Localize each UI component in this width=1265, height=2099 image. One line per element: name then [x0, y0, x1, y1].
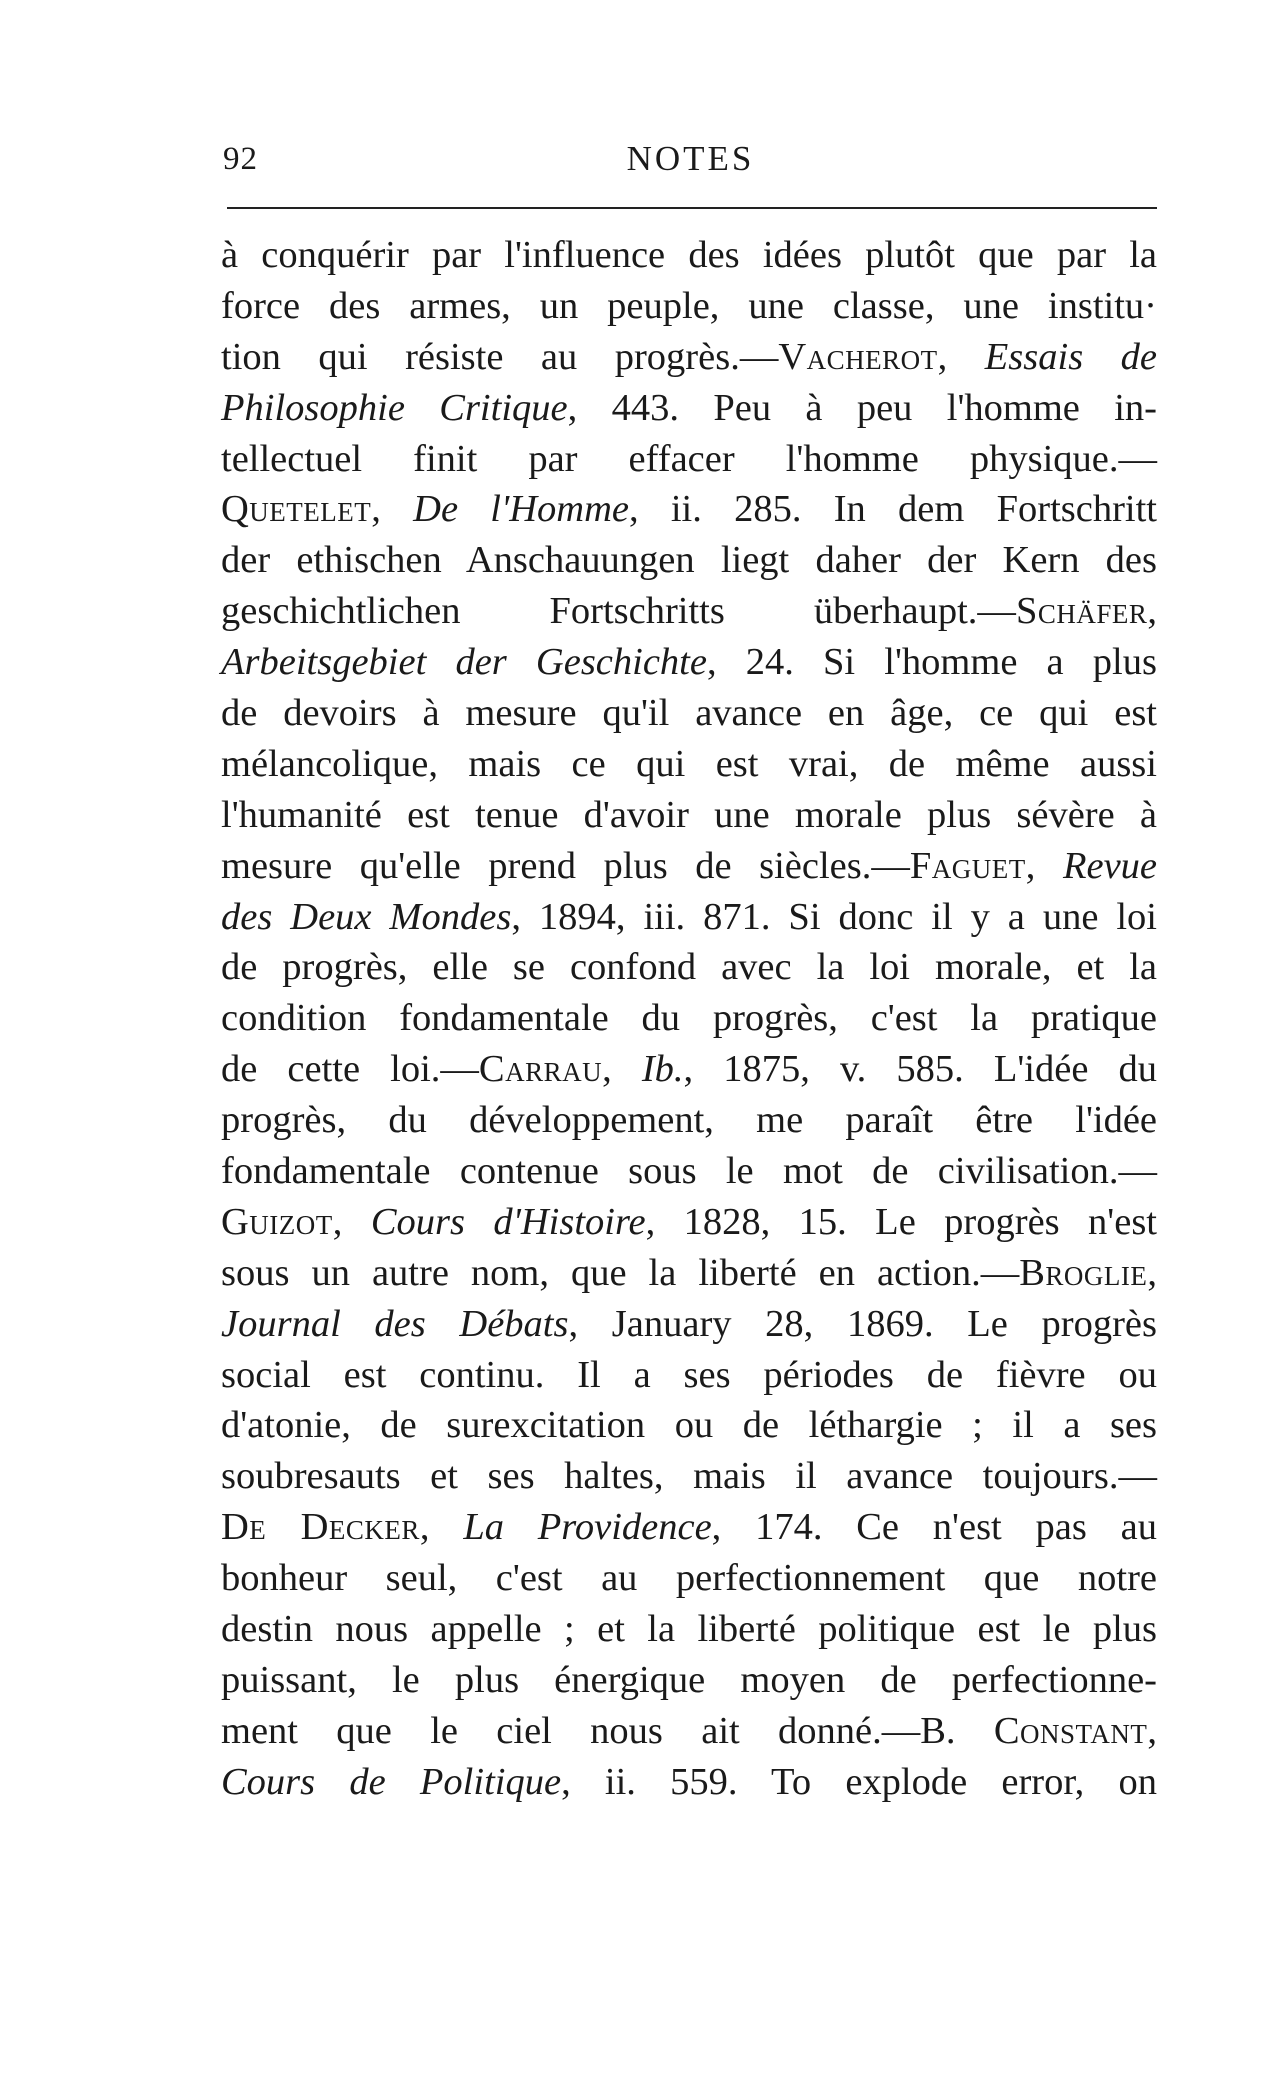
text-run: , ii. 285. In dem Fortschritt [628, 488, 1157, 531]
text-line [221, 1197, 1157, 1248]
author-name: Schäfer [1015, 590, 1148, 633]
text-run: , [1147, 1251, 1157, 1294]
text-line [221, 942, 1157, 993]
text-run: de devoirs à mesure qu'il avance en âge, ce qui est [221, 692, 1157, 735]
text-run: soubresauts et ses haltes, mais il avance toujours.— [221, 1455, 1157, 1498]
text-run: mélancolique, mais ce qui est vrai, de même aussi [221, 742, 1157, 785]
text-line [221, 434, 1157, 485]
text-line [221, 586, 1157, 637]
text-run: ment que le ciel nous ait donné.—B. [221, 1709, 994, 1752]
text-run: social est continu. Il a ses périodes de fièvre ou [221, 1353, 1157, 1396]
italic-title: Arbeitsgebiet der Geschichte [221, 641, 707, 684]
author-name: Quetelet [221, 488, 372, 531]
text-line [221, 1146, 1157, 1197]
author-name: Faguet [909, 844, 1026, 887]
text-line [221, 892, 1157, 943]
author-name: Carrau [478, 1048, 603, 1091]
text-run: destin nous appelle ; et la liberté politique est le plus [221, 1608, 1157, 1651]
italic-title: Journal des Débats [221, 1302, 569, 1345]
text-line [221, 1706, 1157, 1757]
author-name: Guizot [221, 1200, 333, 1243]
text-run: , 24. Si l'homme a plus [706, 641, 1157, 684]
text-run: l'humanité est tenue d'avoir une morale plus sévère à [221, 793, 1157, 836]
page-number: 92 [223, 141, 258, 177]
text-run: bonheur seul, c'est au perfectionnement que notre [221, 1557, 1157, 1600]
author-name: Broglie [1019, 1251, 1148, 1294]
text-run: geschichtlichen Fortschritts überhaupt.— [221, 590, 1016, 633]
text-line [221, 790, 1157, 841]
text-run: puissant, le plus énergique moyen de perfectionne- [221, 1658, 1157, 1701]
notes-body-text [221, 230, 1157, 1808]
author-name: Vacherot [778, 335, 938, 378]
text-run: , [332, 1200, 371, 1243]
text-line [221, 1502, 1157, 1553]
text-run: , [371, 488, 414, 531]
italic-title: des Deux Mondes [221, 895, 512, 938]
italic-title: Ib. [641, 1048, 684, 1091]
italic-title: Essais de [984, 335, 1158, 378]
text-line [221, 1095, 1157, 1146]
text-run: progrès, du développement, me paraît être l'idée [221, 1099, 1157, 1142]
italic-title: Cours d'Histoire [370, 1200, 646, 1243]
text-line [221, 1451, 1157, 1502]
text-line [221, 1757, 1157, 1808]
text-line [221, 281, 1157, 332]
text-run: de progrès, elle se confond avec la loi morale, et la [221, 946, 1157, 989]
text-line [221, 383, 1157, 434]
text-run: , [1147, 1709, 1157, 1752]
text-line [221, 535, 1157, 586]
text-line [221, 739, 1157, 790]
text-run: de cette loi.— [221, 1048, 479, 1091]
running-head [223, 134, 1158, 184]
text-line [221, 637, 1157, 688]
text-run: , 1828, 15. Le progrès n'est [645, 1200, 1157, 1243]
text-run: force des armes, un peuple, une classe, une institu· [221, 284, 1157, 327]
text-run: , 174. Ce n'est pas au [711, 1506, 1157, 1549]
text-line [221, 484, 1157, 535]
text-line [221, 1604, 1157, 1655]
running-title: NOTES [626, 139, 755, 178]
italic-title: De l'Homme [413, 488, 629, 531]
text-line [221, 230, 1157, 281]
text-run: der ethischen Anschauungen liegt daher der Kern des [221, 539, 1157, 582]
text-run: fondamentale contenue sous le mot de civilisation.— [221, 1150, 1157, 1193]
text-run: , [602, 1048, 642, 1091]
text-run: d'atonie, de surexcitation ou de léthargie ; il a ses [221, 1404, 1157, 1447]
italic-title: Revue [1062, 844, 1158, 887]
text-run: , 1875, v. 585. L'idée du [683, 1048, 1157, 1091]
text-line [221, 1350, 1157, 1401]
text-run: , ii. 559. To explode error, on [561, 1760, 1157, 1803]
text-line [221, 993, 1157, 1044]
italic-title: Cours de Politique [221, 1760, 562, 1803]
text-run: , 1894, iii. 871. Si donc il y a une loi [511, 895, 1157, 938]
text-run: , January 28, 1869. Le progrès [568, 1302, 1157, 1345]
text-run: condition fondamentale du progrès, c'est la pratique [221, 997, 1157, 1040]
text-line [221, 1044, 1157, 1095]
text-line [221, 1655, 1157, 1706]
text-line [221, 332, 1157, 383]
author-name: Constant [993, 1709, 1148, 1752]
text-run: sous un autre nom, que la liberté en action.— [221, 1251, 1020, 1294]
text-line [221, 1553, 1157, 1604]
text-run: , [419, 1506, 464, 1549]
text-run: à conquérir par l'influence des idées plutôt que par la [221, 234, 1157, 276]
text-line [221, 841, 1157, 892]
italic-title: La Providence [463, 1506, 712, 1549]
text-run: , [937, 335, 985, 378]
text-run: , [1147, 590, 1157, 633]
text-run: tellectuel finit par effacer l'homme physique.— [221, 437, 1157, 480]
author-name: De Decker [221, 1506, 420, 1549]
text-run: tion qui résiste au progrès.— [221, 335, 779, 378]
italic-title: Philosophie Critique [221, 386, 568, 429]
text-run: , 443. Peu à peu l'homme in- [567, 386, 1157, 429]
text-line [221, 688, 1157, 739]
header-rule [227, 207, 1157, 209]
text-line [221, 1299, 1157, 1350]
text-run: , [1025, 844, 1063, 887]
text-line [221, 1400, 1157, 1451]
text-run: mesure qu'elle prend plus de siècles.— [221, 844, 910, 887]
text-line [221, 1248, 1157, 1299]
